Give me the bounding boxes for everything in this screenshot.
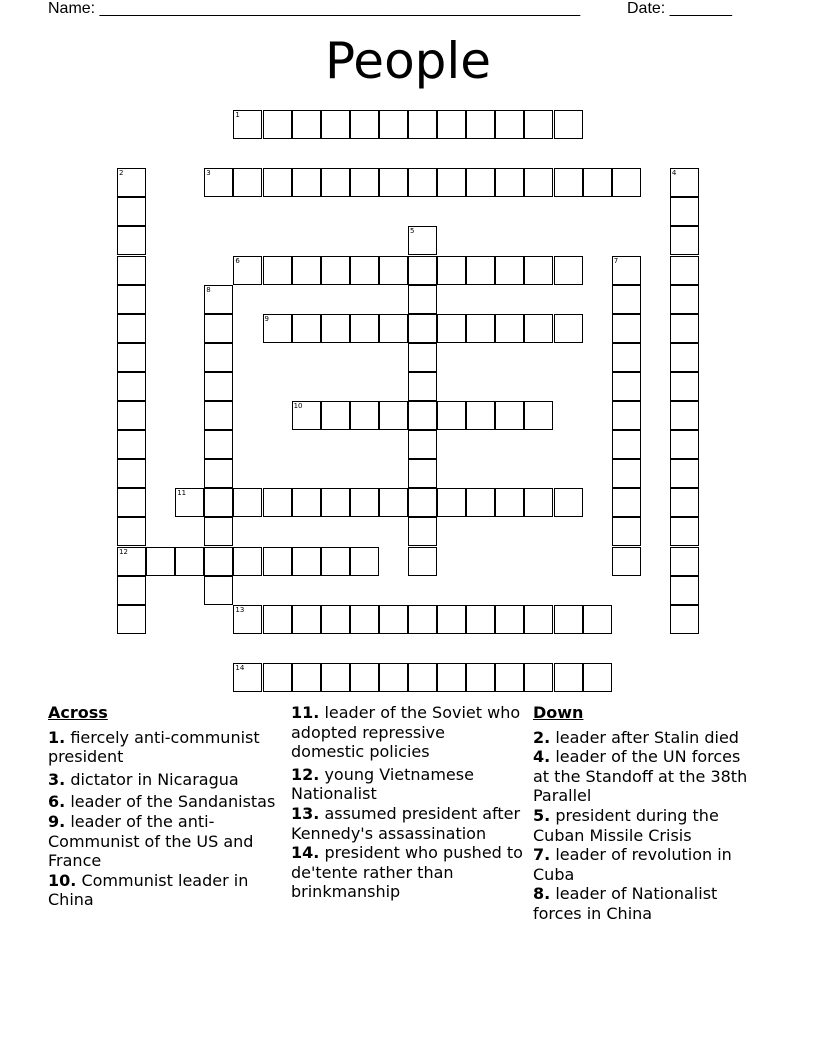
grid-cell[interactable] bbox=[670, 401, 699, 430]
grid-cell[interactable] bbox=[204, 576, 233, 605]
grid-cell[interactable] bbox=[437, 488, 466, 517]
grid-cell[interactable] bbox=[612, 168, 641, 197]
grid-cell[interactable] bbox=[379, 168, 408, 197]
grid-cell[interactable] bbox=[524, 605, 553, 634]
grid-cell[interactable] bbox=[204, 517, 233, 546]
grid-cell[interactable] bbox=[350, 605, 379, 634]
grid-cell[interactable] bbox=[466, 605, 495, 634]
grid-cell[interactable] bbox=[117, 459, 146, 488]
grid-cell[interactable] bbox=[379, 314, 408, 343]
grid-cell[interactable] bbox=[408, 488, 437, 517]
across-clue-3: 3. dictator in Nicaragua bbox=[48, 769, 239, 789]
grid-cell[interactable] bbox=[408, 343, 437, 372]
grid-cell[interactable] bbox=[670, 459, 699, 488]
puzzle-title: People bbox=[324, 32, 492, 90]
grid-cell[interactable] bbox=[583, 168, 612, 197]
grid-cell[interactable] bbox=[408, 256, 437, 285]
grid-cell[interactable] bbox=[292, 110, 321, 139]
grid-cell[interactable] bbox=[117, 314, 146, 343]
cell-number: 8 bbox=[206, 285, 211, 294]
grid-cell[interactable] bbox=[408, 517, 437, 546]
grid-cell[interactable] bbox=[408, 226, 437, 255]
down-clue-7: 7. leader of revolution in Cuba bbox=[533, 845, 732, 884]
grid-cell[interactable] bbox=[117, 576, 146, 605]
grid-cell[interactable] bbox=[408, 401, 437, 430]
grid-cell[interactable] bbox=[466, 256, 495, 285]
grid-cell[interactable] bbox=[263, 547, 292, 576]
across-clue-14: 14. president who pushed to de'tente rather than brinkmanship bbox=[291, 843, 523, 902]
grid-cell[interactable] bbox=[408, 605, 437, 634]
grid-cell[interactable] bbox=[466, 110, 495, 139]
grid-cell[interactable] bbox=[408, 430, 437, 459]
grid-cell[interactable] bbox=[612, 430, 641, 459]
grid-cell[interactable] bbox=[524, 401, 553, 430]
across-clue-10: 10. Communist leader in China bbox=[48, 870, 249, 910]
grid-cell[interactable] bbox=[495, 314, 524, 343]
grid-cell[interactable] bbox=[146, 547, 175, 576]
across-clue-1: 1. fiercely anti-communist president bbox=[48, 727, 260, 767]
grid-cell[interactable] bbox=[612, 547, 641, 576]
grid-cell[interactable] bbox=[233, 663, 262, 692]
down-clues-column bbox=[533, 703, 758, 924]
grid-cell[interactable] bbox=[612, 488, 641, 517]
grid-cell[interactable] bbox=[379, 401, 408, 430]
grid-cell[interactable] bbox=[350, 168, 379, 197]
grid-cell[interactable] bbox=[233, 110, 262, 139]
grid-cell[interactable] bbox=[321, 401, 350, 430]
grid-cell[interactable] bbox=[612, 314, 641, 343]
grid-cell[interactable] bbox=[524, 663, 553, 692]
across-clues-column-2 bbox=[291, 703, 523, 902]
grid-cell[interactable] bbox=[263, 663, 292, 692]
grid-cell[interactable] bbox=[670, 226, 699, 255]
grid-cell[interactable] bbox=[292, 256, 321, 285]
grid-cell[interactable] bbox=[175, 488, 204, 517]
grid-cell[interactable] bbox=[495, 168, 524, 197]
grid-cell[interactable] bbox=[524, 488, 553, 517]
cell-number: 3 bbox=[206, 169, 211, 178]
grid-cell[interactable] bbox=[117, 256, 146, 285]
grid-cell[interactable] bbox=[524, 256, 553, 285]
grid-cell[interactable] bbox=[466, 663, 495, 692]
grid-cell[interactable] bbox=[670, 605, 699, 634]
grid-cell[interactable] bbox=[379, 663, 408, 692]
grid-cell[interactable] bbox=[495, 401, 524, 430]
grid-cell[interactable] bbox=[117, 517, 146, 546]
cell-number: 7 bbox=[613, 256, 619, 265]
grid-cell[interactable] bbox=[670, 576, 699, 605]
grid-cell[interactable] bbox=[612, 517, 641, 546]
grid-cell[interactable] bbox=[263, 168, 292, 197]
grid-cell[interactable] bbox=[117, 430, 146, 459]
grid-cell[interactable] bbox=[408, 285, 437, 314]
grid-cell[interactable] bbox=[437, 256, 466, 285]
grid-cell[interactable] bbox=[350, 256, 379, 285]
grid-cell[interactable] bbox=[408, 547, 437, 576]
across-heading: Across bbox=[48, 703, 108, 722]
grid-cell[interactable] bbox=[583, 663, 612, 692]
grid-cell[interactable] bbox=[670, 285, 699, 314]
grid-cell[interactable] bbox=[670, 430, 699, 459]
grid-cell[interactable] bbox=[117, 547, 146, 576]
name-field-label: Name: ______________________________________________________ bbox=[48, 0, 581, 17]
grid-cell[interactable] bbox=[612, 459, 641, 488]
grid-cell[interactable] bbox=[495, 256, 524, 285]
grid-cell[interactable] bbox=[554, 256, 583, 285]
grid-cell[interactable] bbox=[175, 547, 204, 576]
grid-cell[interactable] bbox=[117, 343, 146, 372]
grid-cell[interactable] bbox=[321, 488, 350, 517]
grid-cell[interactable] bbox=[263, 314, 292, 343]
cell-number: 9 bbox=[264, 314, 269, 323]
grid-cell[interactable] bbox=[263, 605, 292, 634]
grid-cell[interactable] bbox=[204, 372, 233, 401]
grid-cell[interactable] bbox=[437, 168, 466, 197]
grid-cell[interactable] bbox=[321, 663, 350, 692]
grid-cell[interactable] bbox=[350, 401, 379, 430]
down-clue-4: 4. leader of the UN forces at the Standoff at the 38th Parallel bbox=[533, 747, 748, 806]
down-heading: Down bbox=[533, 703, 584, 722]
grid-cell[interactable] bbox=[554, 168, 583, 197]
grid-cell[interactable] bbox=[495, 605, 524, 634]
cell-number: 1 bbox=[235, 111, 240, 119]
grid-cell[interactable] bbox=[263, 488, 292, 517]
grid-cell[interactable] bbox=[233, 256, 262, 285]
grid-cell[interactable] bbox=[670, 372, 699, 401]
grid-cell[interactable] bbox=[495, 488, 524, 517]
grid-cell[interactable] bbox=[263, 256, 292, 285]
grid-cell[interactable] bbox=[233, 605, 262, 634]
grid-cell[interactable] bbox=[292, 168, 321, 197]
grid-cell[interactable] bbox=[204, 168, 233, 197]
grid-cell[interactable] bbox=[437, 605, 466, 634]
grid-cell[interactable] bbox=[408, 459, 437, 488]
grid-cell[interactable] bbox=[408, 663, 437, 692]
grid-cell[interactable] bbox=[408, 110, 437, 139]
grid-cell[interactable] bbox=[204, 547, 233, 576]
cell-number: 12 bbox=[119, 547, 128, 556]
grid-cell[interactable] bbox=[117, 168, 146, 197]
cell-number: 4 bbox=[671, 169, 677, 178]
down-clue-5: 5. president during the Cuban Missile Crisis bbox=[533, 805, 719, 845]
cell-number: 14 bbox=[235, 663, 245, 672]
grid-cell[interactable] bbox=[524, 314, 553, 343]
grid-cell[interactable] bbox=[437, 401, 466, 430]
grid-cell[interactable] bbox=[437, 314, 466, 343]
grid-cell[interactable] bbox=[263, 110, 292, 139]
grid-cell[interactable] bbox=[524, 110, 553, 139]
grid-cell[interactable] bbox=[408, 372, 437, 401]
grid-cell[interactable] bbox=[117, 401, 146, 430]
grid-cell[interactable] bbox=[495, 663, 524, 692]
grid-cell[interactable] bbox=[554, 314, 583, 343]
grid-cell[interactable] bbox=[670, 314, 699, 343]
grid-cell[interactable] bbox=[117, 285, 146, 314]
grid-cell[interactable] bbox=[670, 517, 699, 546]
cell-number: 5 bbox=[410, 227, 415, 236]
grid-cell[interactable] bbox=[583, 605, 612, 634]
grid-cell[interactable] bbox=[117, 605, 146, 634]
date-field-label: Date: _______ bbox=[627, 0, 732, 17]
grid-cell[interactable] bbox=[292, 401, 321, 430]
grid-cell[interactable] bbox=[204, 285, 233, 314]
down-clue-8: 8. leader of Nationalist forces in China bbox=[533, 884, 718, 923]
grid-cell[interactable] bbox=[350, 488, 379, 517]
grid-cell[interactable] bbox=[612, 343, 641, 372]
down-clue-2: 2. leader after Stalin died bbox=[533, 727, 739, 747]
grid-cell[interactable] bbox=[117, 372, 146, 401]
cell-number: 6 bbox=[235, 256, 240, 265]
grid-cell[interactable] bbox=[670, 197, 699, 226]
grid-cell[interactable] bbox=[204, 314, 233, 343]
grid-cell[interactable] bbox=[350, 547, 379, 576]
cell-number: 2 bbox=[119, 169, 124, 178]
grid-cell[interactable] bbox=[350, 314, 379, 343]
grid-cell[interactable] bbox=[233, 168, 262, 197]
grid-cell[interactable] bbox=[670, 547, 699, 576]
grid-cell[interactable] bbox=[117, 197, 146, 226]
grid-cell[interactable] bbox=[466, 488, 495, 517]
grid-cell[interactable] bbox=[554, 110, 583, 139]
grid-cell[interactable] bbox=[233, 547, 262, 576]
grid-cell[interactable] bbox=[466, 168, 495, 197]
grid-cell[interactable] bbox=[437, 110, 466, 139]
grid-cell[interactable] bbox=[466, 314, 495, 343]
grid-cell[interactable] bbox=[321, 547, 350, 576]
grid-cell[interactable] bbox=[321, 110, 350, 139]
grid-cell[interactable] bbox=[292, 314, 321, 343]
across-clue-13: 13. assumed president after Kennedy's assassination bbox=[291, 803, 521, 843]
grid-cell[interactable] bbox=[292, 547, 321, 576]
grid-cell[interactable] bbox=[321, 168, 350, 197]
grid-cell[interactable] bbox=[612, 285, 641, 314]
grid-cell[interactable] bbox=[670, 343, 699, 372]
grid-cell[interactable] bbox=[321, 256, 350, 285]
grid-cell[interactable] bbox=[350, 663, 379, 692]
grid-cell[interactable] bbox=[204, 430, 233, 459]
grid-cell[interactable] bbox=[670, 168, 699, 197]
grid-cell[interactable] bbox=[292, 605, 321, 634]
grid-cell[interactable] bbox=[495, 110, 524, 139]
grid-cell[interactable] bbox=[670, 488, 699, 517]
grid-cell[interactable] bbox=[612, 372, 641, 401]
grid-cell[interactable] bbox=[204, 343, 233, 372]
grid-cell[interactable] bbox=[437, 663, 466, 692]
grid-cell[interactable] bbox=[350, 110, 379, 139]
across-clue-9: 9. leader of the anti-Communist of the US and France bbox=[48, 811, 254, 871]
grid-cell[interactable] bbox=[117, 226, 146, 255]
grid-cell[interactable] bbox=[292, 663, 321, 692]
grid-cell[interactable] bbox=[524, 168, 553, 197]
grid-cell[interactable] bbox=[321, 314, 350, 343]
grid-cell[interactable] bbox=[408, 168, 437, 197]
grid-cell[interactable] bbox=[321, 605, 350, 634]
grid-cell[interactable] bbox=[554, 488, 583, 517]
grid-cell[interactable] bbox=[204, 488, 233, 517]
grid-cell[interactable] bbox=[408, 314, 437, 343]
grid-cell[interactable] bbox=[204, 459, 233, 488]
grid-cell[interactable] bbox=[379, 605, 408, 634]
cell-number: 13 bbox=[235, 605, 245, 614]
grid-cell[interactable] bbox=[612, 256, 641, 285]
grid-cell[interactable] bbox=[670, 256, 699, 285]
across-clue-6: 6. leader of the Sandanistas bbox=[48, 792, 276, 812]
grid-cell[interactable] bbox=[612, 401, 641, 430]
grid-cell[interactable] bbox=[554, 605, 583, 634]
cell-number: 11 bbox=[177, 489, 187, 498]
across-clue-11: 11. leader of the Soviet who adopted repressive domestic policies bbox=[291, 703, 521, 762]
grid-cell[interactable] bbox=[233, 488, 262, 517]
across-clue-12: 12. young Vietnamese Nationalist bbox=[291, 764, 474, 804]
across-clues-column-1 bbox=[48, 703, 283, 910]
grid-cell[interactable] bbox=[379, 488, 408, 517]
grid-cell[interactable] bbox=[466, 401, 495, 430]
grid-cell[interactable] bbox=[379, 110, 408, 139]
grid-cell[interactable] bbox=[204, 401, 233, 430]
grid-cell[interactable] bbox=[292, 488, 321, 517]
grid-cell[interactable] bbox=[554, 663, 583, 692]
cell-number: 10 bbox=[293, 402, 303, 410]
grid-cell[interactable] bbox=[379, 256, 408, 285]
grid-cell[interactable] bbox=[117, 488, 146, 517]
